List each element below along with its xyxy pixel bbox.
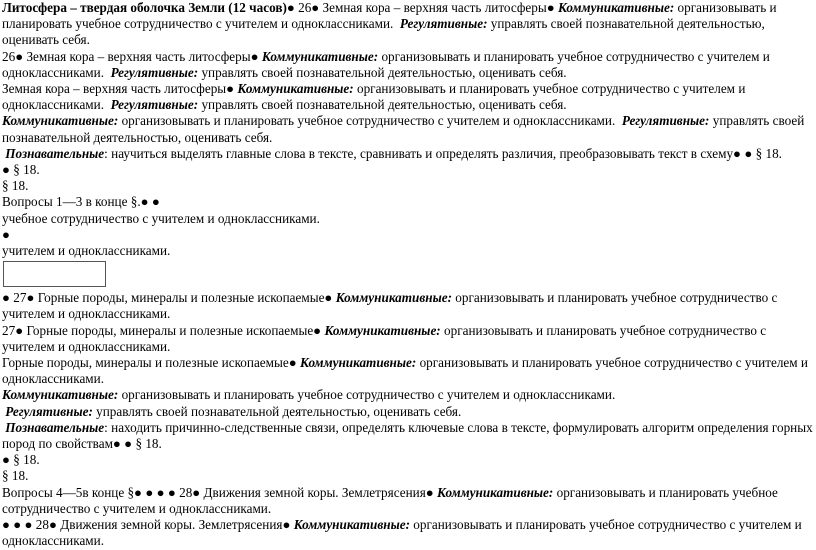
paragraph-3-start: Земная кора – верхняя часть литосферы●	[2, 81, 238, 97]
paragraph-16	[2, 404, 816, 420]
label-communicative: Коммуникативные:	[237, 81, 354, 97]
paragraph-11: учителем и одноклассниками.	[2, 243, 171, 259]
paragraph-13-start: 27● Горные породы, минералы и полезные ископаемые●	[2, 322, 325, 338]
paragraph-14	[2, 355, 816, 387]
paragraph-1-mid: ● 26● Земная кора – верхняя часть литосферы●	[286, 0, 558, 15]
label-communicative: Коммуникативные:	[335, 290, 452, 306]
paragraph-5	[2, 146, 816, 162]
text-communicative: организовывать и планировать учебное сотрудничество с учителем и одноклассниками.	[118, 387, 616, 403]
label-communicative: Коммуникативные:	[261, 48, 379, 64]
label-cognitive: Познавательные	[5, 419, 105, 435]
paragraph-20	[2, 485, 816, 517]
text-cognitive: : научиться выделять главные слова в тексте, сравнивать и определять различия, преобразовывать текст в схему● ● § 18.	[104, 145, 782, 161]
label-communicative: Коммуникативные:	[324, 322, 441, 338]
text-regulative: управлять своей познавательной деятельностью, оценивать себя.	[198, 64, 567, 80]
paragraph-19: § 18.	[2, 468, 29, 484]
label-communicative: Коммуникативные:	[2, 113, 119, 129]
label-communicative: Коммуникативные:	[437, 484, 554, 500]
paragraph-10: ●	[2, 226, 10, 242]
empty-box	[3, 261, 106, 287]
paragraph-7: § 18.	[2, 178, 29, 194]
paragraph-18: ● § 18.	[2, 452, 40, 468]
label-communicative: Коммуникативные:	[2, 387, 119, 403]
text-regulative: управлять своей познавательной деятельностью, оценивать себя.	[198, 97, 567, 113]
paragraph-6: ● § 18.	[2, 162, 40, 178]
label-communicative: Коммуникативные:	[300, 355, 417, 371]
paragraph-21	[2, 517, 816, 549]
paragraph-12-start: ● 27● Горные породы, минералы и полезные ископаемые●	[2, 290, 336, 306]
label-regulative: Регулятивные:	[621, 113, 710, 129]
paragraph-21-start: ● ● ● 28● Движения земной коры. Землетрясения●	[2, 517, 294, 533]
text-communicative: организовывать и планировать учебное сотрудничество с учителем и одноклассниками.	[2, 290, 778, 322]
text-communicative: организовывать и планировать учебное сотрудничество с учителем и одноклассниками.	[2, 322, 767, 354]
text-regulative: управлять своей познавательной деятельностью, оценивать себя.	[92, 403, 462, 419]
paragraph-2-start: 26● Земная кора – верхняя часть литосферы●	[2, 48, 262, 64]
paragraph-3	[2, 81, 816, 113]
paragraph-4	[2, 113, 816, 145]
paragraph-15	[2, 387, 816, 403]
text-communicative: организовывать и планировать учебное сотрудничество с учителем и одноклассниками.	[2, 0, 777, 32]
section-title: Литосфера – твердая оболочка Земли (12 часов)	[2, 0, 287, 15]
paragraph-17	[2, 420, 816, 452]
paragraph-12	[2, 290, 816, 322]
paragraph-13	[2, 323, 816, 355]
label-communicative: Коммуникативные:	[557, 0, 675, 15]
text-communicative: организовывать и планировать учебное сотрудничество с учителем и одноклассниками.	[2, 517, 802, 549]
label-regulative: Регулятивные:	[110, 97, 199, 113]
text-cognitive: : находить причинно-следственные связи, определять ключевые слова в тексте, формулировать алгоритм определения горных пород по свойствам● ● § 18.	[2, 419, 813, 452]
label-regulative: Регулятивные:	[399, 16, 488, 32]
paragraph-20-start: Вопросы 4—5в конце §● ● ● ● 28● Движения земной коры. Землетрясения●	[2, 484, 438, 500]
text-regulative: управлять своей познавательной деятельностью, оценивать себя.	[2, 113, 805, 145]
label-regulative: Регулятивные:	[110, 64, 199, 80]
text-communicative: организовывать и планировать учебное сотрудничество с учителем и одноклассниками.	[2, 355, 808, 387]
text-communicative: организовывать и планировать учебное сотрудничество с учителем и одноклассниками.	[2, 48, 770, 80]
paragraph-14-start: Горные породы, минералы и полезные ископаемые●	[2, 355, 300, 371]
paragraph-8: Вопросы 1—3 в конце §.● ●	[2, 194, 160, 210]
label-regulative: Регулятивные:	[5, 403, 93, 419]
text-communicative: организовывать и планировать учебное сотрудничество с учителем и одноклассниками.	[2, 484, 778, 516]
text-communicative: организовывать и планировать учебное сотрудничество с учителем и одноклассниками.	[2, 81, 746, 113]
paragraph-9: учебное сотрудничество с учителем и одноклассниками.	[2, 210, 320, 226]
paragraph-2	[2, 49, 816, 81]
label-communicative: Коммуникативные:	[293, 517, 410, 533]
text-communicative: организовывать и планировать учебное сотрудничество с учителем и одноклассниками.	[118, 113, 616, 129]
label-cognitive: Познавательные	[5, 145, 105, 161]
text-regulative: управлять своей познавательной деятельностью, оценивать себя.	[2, 16, 765, 48]
paragraph-1	[2, 0, 816, 49]
